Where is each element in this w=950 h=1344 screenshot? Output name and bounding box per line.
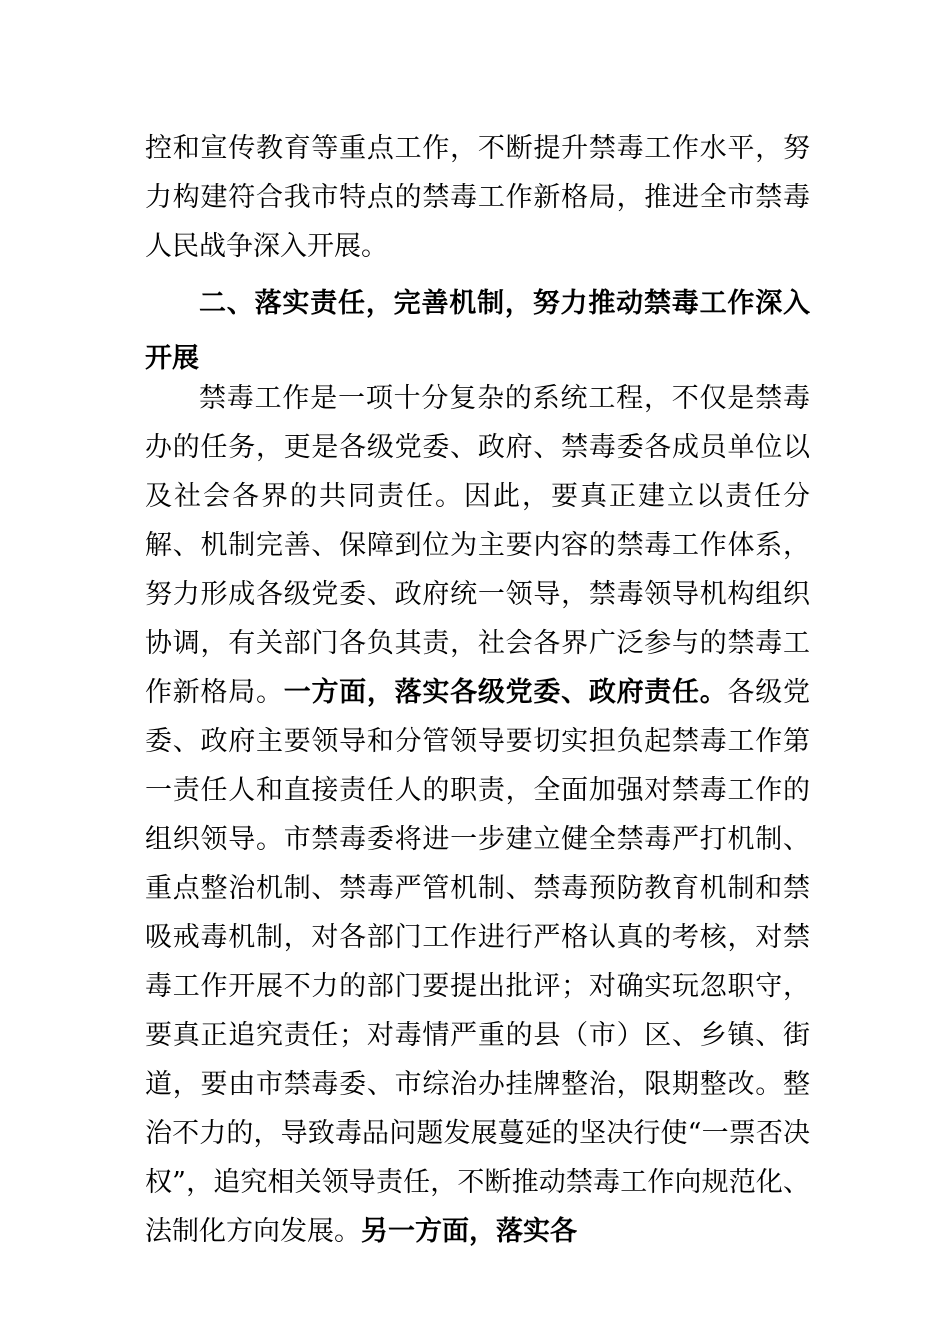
body-text-segment-2: 各级党委、政府主要领导和分管领导要切实担负起禁毒工作第一责任人和直接责任人的职责，全面加强对禁毒工作的组织领导。市禁毒委将进一步建立健全禁毒严打机制、重点整治机制、禁毒严管机制、禁毒预防教育机制和禁吸戒毒机制，对各部门工作进行严格认真的考核，对禁毒工作开展不力的部门要提出批评；对确实玩忽职守，要真正追究责任；对毒情严重的县（市）区、乡镇、街道，要由市禁毒委、市综治办挂牌整治，限期整改。整治不力的，导致毒品问题发展蔓延的坚决行使“一票否决权”，追究相关领导责任，不断推动禁毒工作向规范化、法制化方向发展。 (145, 677, 811, 1247)
body-bold-phrase-1: 一方面，落实各级党委、政府责任。 (283, 677, 728, 708)
body-paragraph (145, 374, 810, 1256)
section-heading (145, 276, 810, 386)
paragraph-continuation: 控和宣传教育等重点工作，不断提升禁毒工作水平，努力构建符合我市特点的禁毒工作新格局，推进全市禁毒人民战争深入开展。 (145, 133, 810, 262)
body-text-segment-1: 禁毒工作是一项十分复杂的系统工程，不仅是禁毒办的任务，更是各级党委、政府、禁毒委各成员单位以及社会各界的共同责任。因此，要真正建立以责任分解、机制完善、保障到位为主要内容的禁毒工作体系，努力形成各级党委、政府统一领导，禁毒领导机构组织协调，有关部门各负其责，社会各界广泛参与的禁毒工作新格局。 (145, 383, 810, 708)
body-bold-phrase-2: 另一方面，落实各 (361, 1216, 577, 1247)
section-heading-text: 二、落实责任，完善机制，努力推动禁毒工作深入开展 (145, 288, 810, 374)
